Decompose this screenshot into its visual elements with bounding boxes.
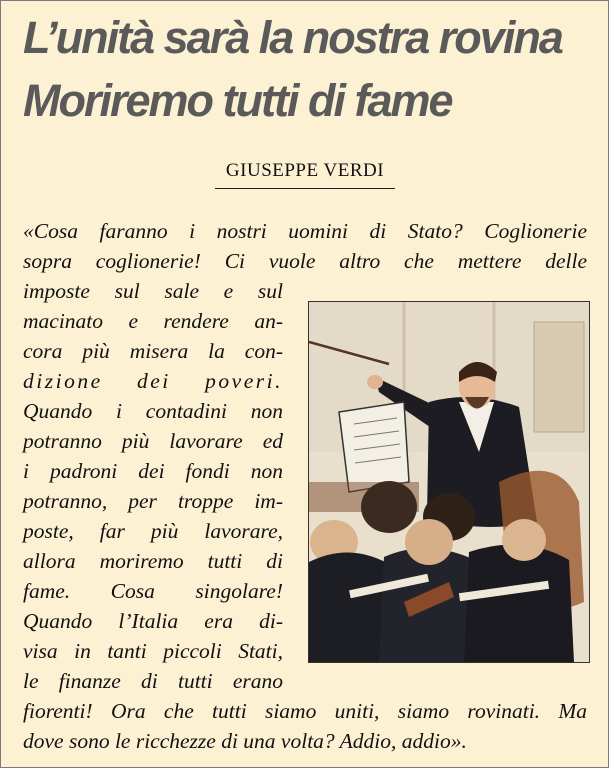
body-line: «Cosa faranno i nostri uomini di Stato? Coglionerie	[23, 219, 587, 243]
body-line: fame. Cosa singolare!	[23, 579, 283, 603]
conductor-orchestra-drawing	[309, 302, 589, 662]
headline-line-1: L’unità sarà la nostra rovina	[23, 12, 562, 63]
body-line: imposte sul sale e sul	[23, 279, 283, 303]
headline-line-2: Moriremo tutti di fame	[23, 75, 452, 126]
body-line: fiorenti! Ora che tutti siamo uniti, siamo rovinati. Ma	[23, 699, 587, 723]
body-line: potranno, per troppe im-	[23, 489, 283, 513]
body-line: i padroni dei fondi non	[23, 459, 283, 483]
body-line: cora più misera la con-	[23, 339, 283, 363]
body-line: poste, far più lavorare,	[23, 519, 283, 543]
body-line: potranno più lavorare ed	[23, 429, 283, 453]
body-line: allora moriremo tutti di	[23, 549, 283, 573]
body-line: visa in tanti piccoli Stati,	[23, 639, 283, 663]
body-line: dizione dei poveri.	[23, 369, 283, 393]
body-line: le finanze di tutti erano	[23, 669, 283, 693]
body-line: macinato e rendere an-	[23, 309, 283, 333]
byline: GIUSEPPE VERDI	[215, 161, 395, 189]
body-line: sopra coglionerie! Ci vuole altro che mettere delle	[23, 249, 587, 273]
body-line: dove sono le ricchezze di una volta? Addio, addio».	[23, 729, 467, 753]
body-line: Quando l’Italia era di-	[23, 609, 283, 633]
body-line: Quando i contadini non	[23, 399, 283, 423]
conductor-illustration	[308, 301, 590, 663]
